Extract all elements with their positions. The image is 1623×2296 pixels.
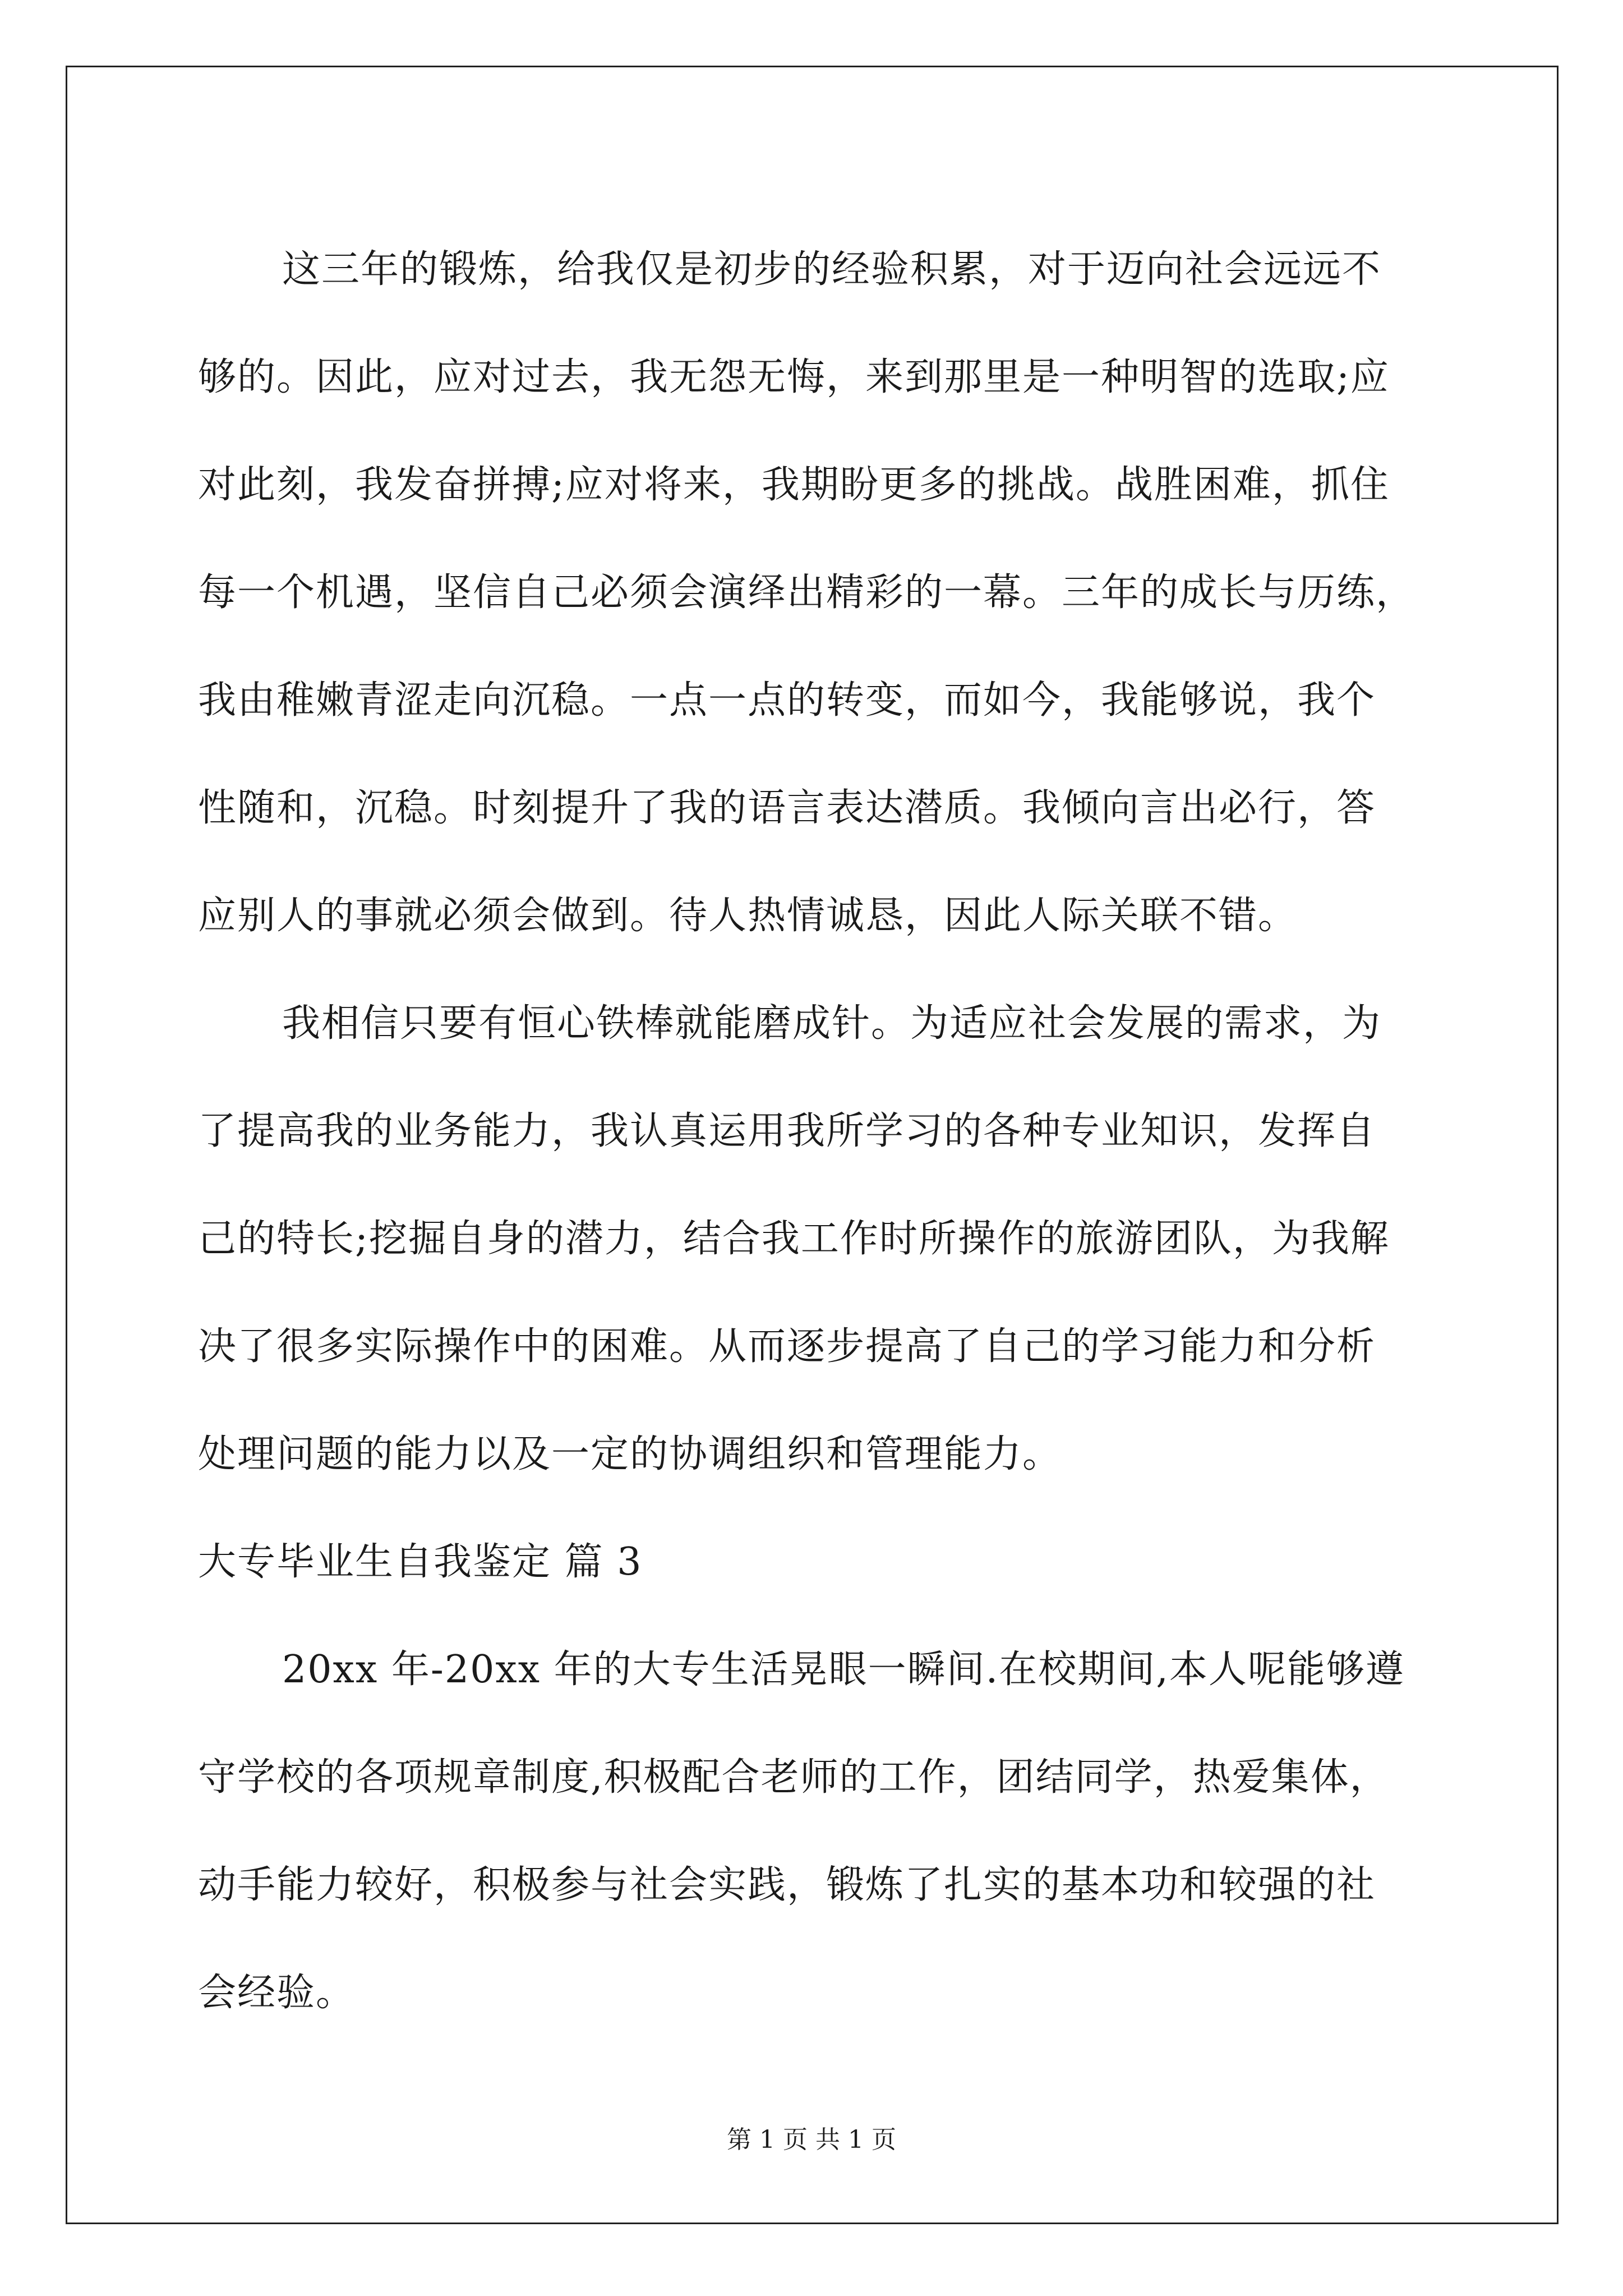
text-line: 我由稚嫩青涩走向沉稳。一点一点的转变，而如今，我能够说，我个 — [198, 678, 1376, 723]
text-line: 这三年的锻炼，给我仅是初步的经验积累，对于迈向社会远远不 — [282, 247, 1382, 292]
text-line: 应别人的事就必须会做到。待人热情诚恳，因此人际关联不错。 — [198, 894, 1298, 938]
text-line: 我相信只要有恒心铁棒就能磨成针。为适应社会发展的需求，为 — [282, 1001, 1382, 1046]
text-line: 20xx 年-20xx 年的大专生活晃眼一瞬间.在校期间,本人呢能够遵 — [282, 1648, 1405, 1692]
page-footer: 第 1 页 共 1 页 — [727, 2125, 896, 2154]
text-line: 守学校的各项规章制度,积极配合老师的工作，团结同学，热爱集体， — [198, 1755, 1389, 1800]
text-line: 决了很多实际操作中的困难。从而逐步提高了自己的学习能力和分析 — [198, 1324, 1376, 1369]
text-line: 己的特长;挖掘自身的潜力，结合我工作时所操作的旅游团队，为我解 — [198, 1217, 1390, 1261]
paragraph-3 — [198, 1616, 1432, 2047]
section-heading: 大专毕业生自我鉴定 篇 3 — [198, 1540, 643, 1584]
paragraph-2 — [198, 970, 1432, 1508]
text-line: 够的。因此，应对过去，我无怨无悔，来到那里是一种明智的选取;应 — [198, 355, 1390, 399]
text-line: 处理问题的能力以及一定的协调组织和管理能力。 — [198, 1432, 1062, 1476]
text-line: 对此刻，我发奋拼搏;应对将来，我期盼更多的挑战。战胜困难，抓住 — [198, 463, 1390, 507]
text-line: 动手能力较好，积极参与社会实践，锻炼了扎实的基本功和较强的社 — [198, 1863, 1376, 1907]
text-line: 了提高我的业务能力，我认真运用我所学习的各种专业知识，发挥自 — [198, 1109, 1376, 1153]
text-line: 会经验。 — [198, 1971, 356, 2015]
text-line: 每一个机遇，坚信自己必须会演绎出精彩的一幕。三年的成长与历练， — [198, 570, 1415, 615]
paragraph-1 — [198, 216, 1432, 970]
document-body — [198, 216, 1432, 2047]
text-line: 性随和，沉稳。时刻提升了我的语言表达潜质。我倾向言出必行，答 — [198, 786, 1376, 830]
